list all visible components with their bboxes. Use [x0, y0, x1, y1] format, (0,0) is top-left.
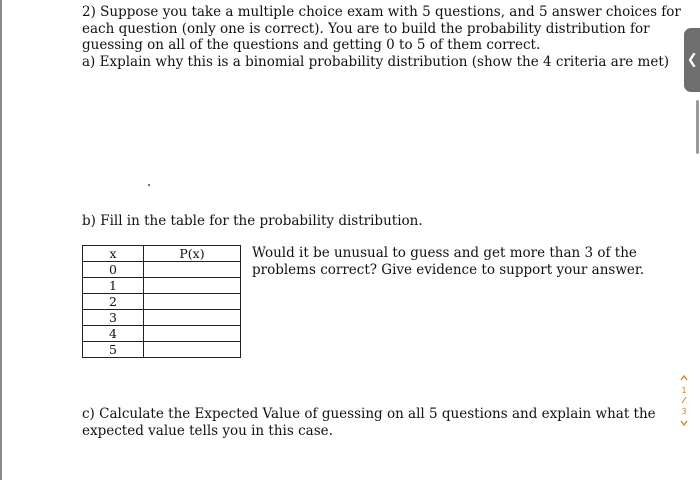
- question-line: each question (only one is correct). You are to build the probability distribution for: [82, 20, 650, 37]
- question-line: 2) Suppose you take a multiple choice exam with 5 questions, and 5 answer choices for: [82, 4, 681, 20]
- x-cell: 3: [83, 310, 144, 326]
- px-cell[interactable]: [144, 278, 241, 294]
- page-navigator: [676, 372, 692, 431]
- probability-table: [82, 245, 241, 358]
- unusual-question: [252, 245, 645, 278]
- part-b-label: b) Fill in the table for the probability distribution.: [82, 213, 423, 229]
- scrollbar-thumb[interactable]: [696, 100, 699, 154]
- part-c-line: c) Calculate the Expected Value of guessing on all 5 questions and explain what the: [82, 406, 656, 422]
- table-row: [83, 278, 241, 294]
- header-x: x: [83, 246, 144, 262]
- x-cell: 4: [83, 326, 144, 342]
- chevron-down-icon[interactable]: [676, 417, 692, 431]
- px-cell[interactable]: [144, 310, 241, 326]
- question-line: a) Explain why this is a binomial probability distribution (show the 4 criteria are met): [82, 53, 670, 70]
- table-row: [83, 294, 241, 310]
- x-cell: 5: [83, 342, 144, 358]
- table-row: [83, 326, 241, 342]
- table-header-row: [83, 246, 241, 262]
- header-px: P(x): [144, 246, 241, 262]
- question-line: guessing on all of the questions and getting 0 to 5 of them correct.: [82, 37, 541, 53]
- chevron-left-icon: [688, 53, 696, 67]
- total-pages-number: 3: [681, 407, 687, 416]
- px-cell[interactable]: [144, 262, 241, 278]
- px-cell[interactable]: [144, 342, 241, 358]
- px-cell[interactable]: [144, 326, 241, 342]
- chevron-up-icon[interactable]: [676, 372, 692, 386]
- current-page-number: 1: [681, 386, 687, 395]
- unusual-line: problems correct? Give evidence to support your answer.: [252, 261, 645, 278]
- x-cell: 1: [83, 278, 144, 294]
- x-cell: 2: [83, 294, 144, 310]
- unusual-line: Would it be unusual to guess and get more than 3 of the: [252, 245, 637, 261]
- table-row: [83, 310, 241, 326]
- page-separator-icon: [676, 396, 692, 407]
- question-text: [82, 4, 681, 70]
- px-cell[interactable]: [144, 294, 241, 310]
- stray-dot: [148, 184, 150, 186]
- page-edge: [0, 0, 2, 480]
- side-panel-toggle-button[interactable]: [684, 28, 700, 92]
- table-row: [83, 262, 241, 278]
- table-row: [83, 342, 241, 358]
- part-c-line: expected value tells you in this case.: [82, 422, 333, 439]
- part-c-text: [82, 406, 656, 439]
- x-cell: 0: [83, 262, 144, 278]
